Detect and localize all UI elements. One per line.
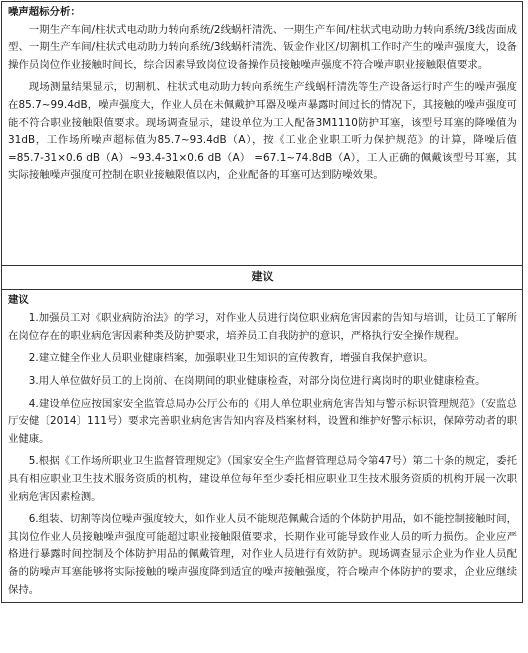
suggestions-heading: 建议 xyxy=(8,293,29,306)
analysis-heading: 噪声超标分析： xyxy=(8,6,81,18)
suggestion-item-3: 3.用人单位做好员工的上岗前、在岗期间的职业健康检查，对部分岗位进行离岗时的职业健康检查。 xyxy=(28,374,486,387)
suggestion-item-6: 6.组装、切割等岗位噪声强度较大，如作业人员不能规范佩戴合适的个体防护用品，如不能控制接触时间，其岗位作业人员接触噪声强度可能超过职业接触限值要求，长期作业可能导致作业人员的听力损伤。企业应严格进行暴露时间控制及个体防护用品的佩戴管理，对作业人员进行有效防护。现场调查显示企业为作业人员配备的防噪声耳塞能够将实际接触的噪声强度降到适宜的噪声接触强度，符合噪声个体防护的要求，企业应继续保持。 xyxy=(8,513,517,596)
suggestions-cell xyxy=(2,289,523,603)
analysis-cell xyxy=(2,2,523,266)
analysis-paragraph-1: 一期生产车间/柱状式电动助力转向系统/2线蜗杆清洗、一期生产车间/柱状式电动助力转向系统/3线齿面成型、一期生产车间/柱状式电动助力转向系统/3线蜗杆清洗、钣金作业区/切割机工作时产生的噪声强度大，设备操作员岗位作业接触时间长，综合因素导致岗位设备操作员接触噪声强度不符合噪声职业接触限值要求。 xyxy=(8,23,517,71)
suggestion-item-5: 5.根据《工作场所职业卫生监督管理规定》（国家安全生产监督管理总局令第47号）第二十条的规定，委托具有相应职业卫生技术服务资质的机构，建设单位每年至少委托相应职业卫生技术服务资质的机构开展一次职业病危害因素检测。 xyxy=(8,455,517,503)
report-table xyxy=(1,1,523,603)
suggestion-item-2: 2.建立健全作业人员职业健康档案，加强职业卫生知识的宣传教育，增强自我保护意识。 xyxy=(28,352,434,365)
suggestion-item-4: 4.建设单位应按国家安全监管总局办公厅公布的《用人单位职业病危害告知与警示标识管理规范》（安监总厅安健〔2014〕111号）要求完善职业病危害告知内容及档案材料，设置和维护好警示标识，保障劳动者的职业健康。 xyxy=(8,397,517,445)
suggestion-item-1: 1.加强员工对《职业病防治法》的学习，对作业人员进行岗位职业病危害因素的告知与培训，让员工了解所在岗位存在的职业病危害因素种类及防护要求，培养员工自我防护的意识，严格执行安全操作规程。 xyxy=(8,312,517,342)
analysis-row xyxy=(2,2,523,266)
section-title: 建议 xyxy=(2,266,523,290)
analysis-paragraph-2: 现场测量结果显示，切割机、柱状式电动助力转向系统生产线蜗杆清洗等生产设备运行时产生的噪声强度在85.7~99.4dB，噪声强度大，作业人员在未佩戴护耳器及噪声暴露时间过长的情况下，其接触的噪声强度可能不符合职业接触限值要求。现场调查显示，建设单位为工人配备3M1110防护耳塞，该型号耳塞的降噪值为31dB，工作场所噪声超标值为85.7~93.4dB（A），按《工业企业职工听力保护规范》的计算，降噪后值=85.7-31×0.6 dB（A）~93.4-31×0.6 dB（A） =67.1~74.8dB（A），工人正确的佩戴该型号耳塞，其实际接触噪声强度可控制在职业接触限值以内，企业配备的耳塞可达到防噪效果。 xyxy=(8,81,517,182)
section-title-row xyxy=(2,266,523,290)
suggestions-row xyxy=(2,289,523,603)
